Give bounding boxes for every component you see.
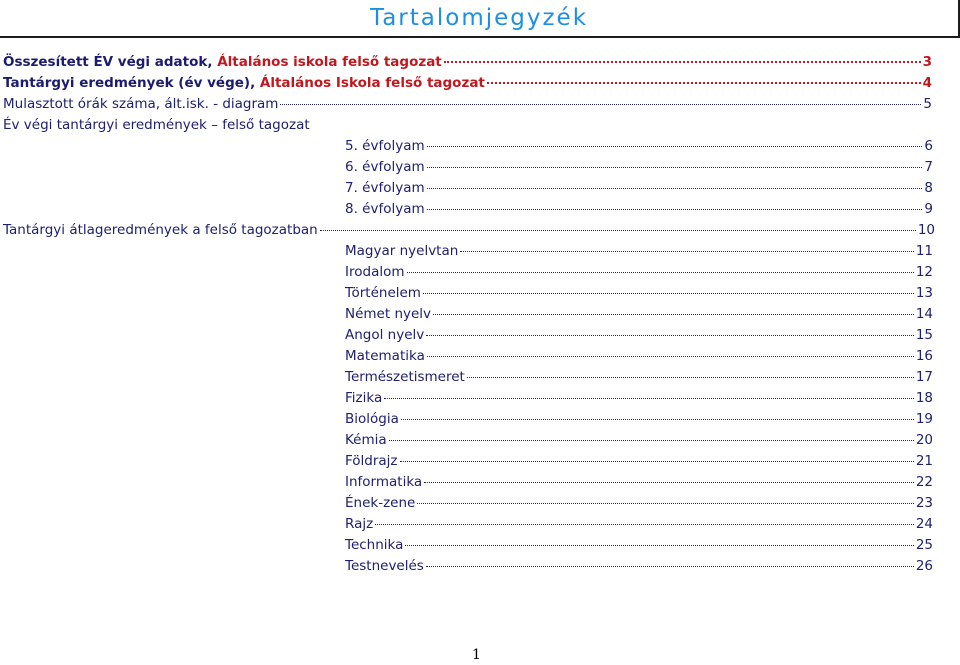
toc-entry-tortenelem[interactable] bbox=[345, 283, 933, 304]
toc-entry-termeszetismeret[interactable] bbox=[345, 367, 933, 388]
toc-entry-label: Informatika bbox=[345, 474, 423, 490]
toc-entry-page: 8 bbox=[924, 180, 933, 196]
dot-leader bbox=[444, 61, 921, 63]
dot-leader bbox=[426, 335, 914, 336]
toc-entry-label: Történelem bbox=[345, 285, 421, 301]
toc-entry-page: 12 bbox=[915, 264, 933, 280]
toc-entry-page: 18 bbox=[915, 390, 933, 406]
toc-entry-informatika[interactable] bbox=[345, 472, 933, 493]
toc-entry-kemia[interactable] bbox=[345, 430, 933, 451]
toc-entry-label: Technika bbox=[345, 537, 404, 553]
toc-entry-8-evfolyam[interactable] bbox=[345, 199, 933, 220]
toc-entry-page: 20 bbox=[915, 432, 933, 448]
toc-entry-page: 14 bbox=[915, 306, 933, 322]
toc-entry-label: Kémia bbox=[345, 432, 387, 448]
toc-entry-label: Német nyelv bbox=[345, 306, 432, 322]
dot-leader bbox=[427, 146, 923, 147]
toc-entry-magyar-nyelvtan[interactable] bbox=[345, 241, 933, 262]
dot-leader bbox=[417, 503, 913, 504]
toc-entry-6-evfolyam[interactable] bbox=[345, 157, 933, 178]
toc-entry-page: 13 bbox=[915, 285, 933, 301]
toc-entry-ev-vegi-eredmenyek[interactable] bbox=[3, 115, 310, 136]
toc-entry-label: Angol nyelv bbox=[345, 327, 425, 343]
toc-entry-label: Összesített ÉV végi adatok, Általános iskola felső tagozat bbox=[3, 54, 442, 70]
toc-entry-angol-nyelv[interactable] bbox=[345, 325, 933, 346]
toc-entry-testneveles[interactable] bbox=[345, 556, 933, 577]
dot-leader bbox=[487, 82, 921, 84]
toc-entry-fizika[interactable] bbox=[345, 388, 933, 409]
toc-entry-label: Mulasztott órák száma, ált.isk. - diagram bbox=[3, 96, 279, 112]
toc-entry-label: Fizika bbox=[345, 390, 383, 406]
toc-entry-label: Természetismeret bbox=[345, 369, 465, 385]
toc-entry-page: 16 bbox=[915, 348, 933, 364]
toc-entry-foldrajz[interactable] bbox=[345, 451, 933, 472]
dot-leader bbox=[389, 440, 914, 441]
dot-leader bbox=[426, 566, 914, 567]
toc-entry-page: 21 bbox=[915, 453, 933, 469]
toc-entry-page: 26 bbox=[915, 558, 933, 574]
toc-entry-page: 17 bbox=[915, 369, 933, 385]
toc-entry-label: Földrajz bbox=[345, 453, 398, 469]
toc-entry-nemet-nyelv[interactable] bbox=[345, 304, 933, 325]
toc-entry-enek-zene[interactable] bbox=[345, 493, 933, 514]
dot-leader bbox=[427, 356, 914, 357]
toc-entry-biologia[interactable] bbox=[345, 409, 933, 430]
dot-leader bbox=[423, 293, 914, 294]
dot-leader bbox=[375, 524, 914, 525]
toc-entry-osszesitett[interactable] bbox=[3, 52, 932, 73]
toc-entry-page: 6 bbox=[924, 138, 933, 154]
page-title: Tartalomjegyzék bbox=[369, 5, 589, 31]
toc-entry-page: 4 bbox=[922, 75, 932, 91]
dot-leader bbox=[407, 272, 914, 273]
toc-entry-label: Irodalom bbox=[345, 264, 405, 280]
toc-entry-matematika[interactable] bbox=[345, 346, 933, 367]
toc-entry-label: Matematika bbox=[345, 348, 425, 364]
toc-entry-7-evfolyam[interactable] bbox=[345, 178, 933, 199]
dot-leader bbox=[460, 251, 914, 252]
dot-leader bbox=[433, 314, 914, 315]
toc-entry-label: Biológia bbox=[345, 411, 399, 427]
dot-leader bbox=[427, 167, 923, 168]
toc-entry-page: 9 bbox=[924, 201, 933, 217]
toc-entry-page: 22 bbox=[915, 474, 933, 490]
toc-entry-label: Ének-zene bbox=[345, 495, 416, 511]
toc-entry-page: 15 bbox=[915, 327, 933, 343]
toc-entry-page: 7 bbox=[924, 159, 933, 175]
toc-entry-page: 10 bbox=[917, 222, 935, 238]
toc-entry-technika[interactable] bbox=[345, 535, 933, 556]
toc-entry-label: Év végi tantárgyi eredmények – felső tagozat bbox=[3, 117, 310, 133]
toc-entry-page: 23 bbox=[915, 495, 933, 511]
title-bar bbox=[0, 0, 960, 38]
toc-entry-5-evfolyam[interactable] bbox=[345, 136, 933, 157]
dot-leader bbox=[427, 209, 923, 210]
toc-entry-label: Rajz bbox=[345, 516, 374, 532]
toc-entry-mulasztott-orak[interactable] bbox=[3, 94, 932, 115]
dot-leader bbox=[401, 419, 914, 420]
dot-leader bbox=[384, 398, 914, 399]
toc-entry-page: 25 bbox=[915, 537, 933, 553]
toc-entry-page: 19 bbox=[915, 411, 933, 427]
dot-leader bbox=[424, 482, 914, 483]
toc-entry-label: 6. évfolyam bbox=[345, 159, 425, 175]
toc-entry-label: Magyar nyelvtan bbox=[345, 243, 459, 259]
dot-leader bbox=[320, 230, 916, 231]
toc-entry-irodalom[interactable] bbox=[345, 262, 933, 283]
page-number: 1 bbox=[472, 647, 481, 663]
toc-entry-page: 3 bbox=[922, 54, 932, 70]
toc-entry-page: 5 bbox=[923, 96, 932, 112]
dot-leader bbox=[400, 461, 914, 462]
dot-leader bbox=[467, 377, 914, 378]
toc-entry-tantargyi-eredmenyek[interactable] bbox=[3, 73, 932, 94]
toc-entry-label: 7. évfolyam bbox=[345, 180, 425, 196]
toc-entry-page: 11 bbox=[915, 243, 933, 259]
toc-entry-label: 5. évfolyam bbox=[345, 138, 425, 154]
dot-leader bbox=[427, 188, 923, 189]
toc-entry-label: Tantárgyi eredmények (év vége), Általános Iskola felső tagozat bbox=[3, 75, 485, 91]
toc-entry-label: 8. évfolyam bbox=[345, 201, 425, 217]
dot-leader bbox=[280, 104, 921, 105]
toc-entry-atlageredmenyek[interactable] bbox=[3, 220, 935, 241]
toc-entry-page: 24 bbox=[915, 516, 933, 532]
dot-leader bbox=[405, 545, 913, 546]
toc-entry-label: Testnevelés bbox=[345, 558, 424, 574]
toc-entry-label: Tantárgyi átlageredmények a felső tagozatban bbox=[3, 222, 318, 238]
toc-entry-rajz[interactable] bbox=[345, 514, 933, 535]
